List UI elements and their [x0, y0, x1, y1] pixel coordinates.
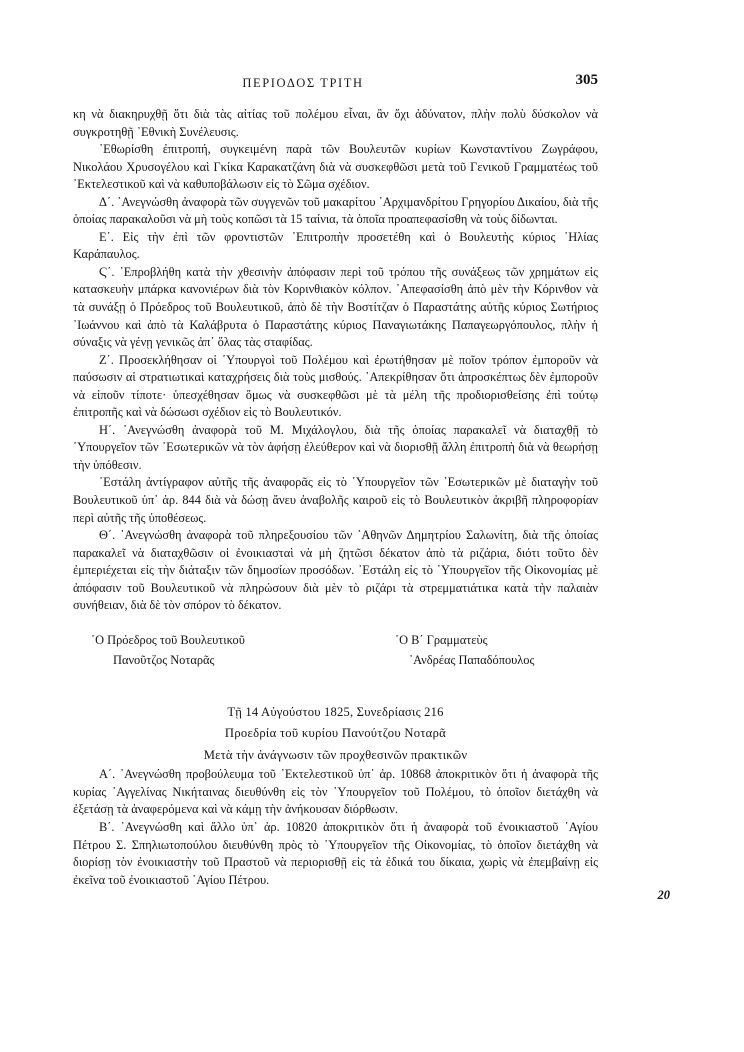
item-beta: Β΄. ᾿Ανεγνώσθη καὶ ἄλλο ὑπ᾿ ἀρ. 10820 ἀποκριτικὸν ὅτι ἡ ἀναφορὰ τοῦ ἐνοικιαστοῦ ῾Αγίου Πέτρου Σ. Σπηλιωτοπούλου διευθύνθη πρὸς τὸ ῾Υπουργεῖον τῆς Οἰκονομίας, τὸ ὁποῖον διετάχθη νὰ διορίσῃ τὸν ἐνοικιαστὴν τοῦ Πραστοῦ νὰ περιορισθῇ εἰς τὰ ἐδικά του δίκαια, χωρὶς νὰ ἐπεμβαίνῃ εἰς ἐκεῖνα τοῦ ἐνοικιαστοῦ ῾Αγίου Πέτρου. [73, 820, 598, 887]
signature-secretary-role: ῾Ο Β΄ Γραμματεὺς [395, 632, 488, 647]
item-alpha: Α΄. ᾿Ανεγνώσθη προβούλευμα τοῦ ᾿Εκτελεστικοῦ ὑπ᾿ ἀρ. 10868 ἀποκριτικὸν ὅτι ἡ ἀναφορὰ τῆς κυρίας ᾿Αγγελίνας Νικήταινας διευθύνθη εἰς τὸν ῾Υπουργεῖον τοῦ Πολέμου, τὸ ὁποῖον διετάχθη νὰ ἐξετάσῃ τὰ ἀναφερόμενα καὶ νὰ κάμῃ τὴν ἀνήκουσαν διόρθωσιν. [73, 767, 598, 817]
item-stigma: Ϛ΄. ᾿Επροβλήθη κατὰ τὴν χθεσινὴν ἀπόφασιν περὶ τοῦ τρόπου τῆς συνάξεως τῶν χρημάτων εἰς κατασκευὴν μπάρκα κανονιέρων διὰ τὸν Κορινθιακὸν κόλπον. ᾿Απεφασίσθη ἀπὸ μὲν τὴν Κόρινθον νὰ τὰ συνάξῃ ὁ Πρόεδρος τοῦ Βουλευτικοῦ, ἀπὸ δὲ τὴν Βοστίτζαν ὁ Παραστάτης αὐτῆς κύριος Σωτήριος ᾿Ιωάννου καὶ ἀπὸ τὰ Καλάβρυτα ὁ Παραστάτης κύριος Παναγιωτάκης Παπαγεωργόπουλος, πλὴν ἡ σύναξις νὰ γένῃ γενικῶς ἀπ᾿ ὅλας τὰς σταφίδας. [73, 264, 598, 350]
session-agenda-line: Μετὰ τὴν ἀνάγνωσιν τῶν προχθεσινῶν πρακτικῶν [203, 747, 468, 762]
running-head [73, 72, 598, 96]
item-eta: Η΄. ᾿Ανεγνώσθη ἀναφορὰ τοῦ Μ. Μιχάλογλου, διὰ τῆς ὁποίας παρακαλεῖ νὰ διαταχθῇ τὸ ῾Υπουργεῖον τῶν ᾿Εσωτερικῶν νὰ τὸν ἀφήσῃ ἐλεύθερον καὶ νὰ διορισθῇ ἄλλη ἐπιτροπὴ διὰ νὰ θεωρήσῃ τὴν ὑπόθεσιν. [73, 422, 598, 472]
signature-president-role: ῾Ο Πρόεδρος τοῦ Βουλευτικοῦ [91, 632, 245, 647]
item-zeta: Ζ΄. Προσεκλήθησαν οἱ ῾Υπουργοὶ τοῦ Πολέμου καὶ ἐρωτήθησαν μὲ ποῖον τρόπον ἐμποροῦν νὰ παύσωσιν αἱ στρατιωτικαὶ καταχρήσεις διὰ τοὺς μισθούς. ᾿Απεκρίθησαν ὅτι ἀπροσκέπτως δὲν ἐμποροῦν νὰ εἰποῦν τίποτε· ὑπεσχέθησαν ὅμως νὰ συσκεφθῶσι μὲ τὰ μέλη τῆς προδιορισθείσης ἐπὶ τούτῳ ἐπιτροπῆς καὶ νὰ δώσωσι σχέδιον εἰς τὸ Βουλευτικόν. [73, 352, 598, 420]
signature-secretary [395, 630, 534, 670]
signature-secretary-name: ᾿Ανδρέας Παπαδόπουλος [409, 652, 535, 667]
paragraph-committee: ᾿Εθωρίσθη ἐπιτροπή, συγκειμένη παρὰ τῶν Βουλευτῶν κυρίων Κωνσταντίνου Ζωγράφου, Νικολάου Χρυσογέλου καὶ Γκίκα Καρακατζάνη διὰ νὰ συσκεφθῶσι μετὰ τοῦ Γενικοῦ Γραμματέως τοῦ ᾿Εκτελεστικοῦ καὶ νὰ καθυποβάλωσιν εἰς τὸ Σῶμα σχέδιον. [73, 142, 598, 192]
session-date-line: Τῇ 14 Αὐγούστου 1825, Συνεδρίασις 216 [227, 704, 444, 719]
item-eta-followup: ᾿Εστάλη ἀντίγραφον αὐτῆς τῆς ἀναφορᾶς εἰς τὸ ῾Υπουργεῖον τῶν ᾿Εσωτερικῶν μὲ διαταγὴν τοῦ Βουλευτικοῦ ὑπ᾿ ἀρ. 844 διὰ νὰ δώσῃ ἄνευ ἀναβολῆς καιροῦ εἰς τὸ Βουλευτικὸν ἀκριβῆ πληροφορίαν περὶ αὐτῆς τῆς ὑποθέσεως. [73, 475, 598, 525]
page-number: 305 [575, 72, 598, 88]
item-delta: Δ΄. ᾿Ανεγνώσθη ἀναφορὰ τῶν συγγενῶν τοῦ μακαρίτου ᾿Αρχιμανδρίτου Γρηγορίου Δικαίου, διὰ τῆς ὁποίας παρακαλοῦσι νὰ μὴ τοὺς κοπῶσι τὰ 15 ταίνια, τὰ ὁποῖα προαπεφασίσθη νὰ τοὺς δίδωνται. [73, 194, 598, 227]
running-head-title: ΠΕΡΙΟΔΟΣ ΤΡΙΤΗ [242, 76, 364, 90]
signature-president [91, 630, 245, 670]
signature-president-name: Πανοῦτζος Νοταρᾶς [113, 652, 215, 667]
item-epsilon: Ε΄. Εἰς τὴν ἐπὶ τῶν φροντιστῶν ᾿Επιτροπὴν προσετέθη καὶ ὁ Βουλευτὴς κύριος ῾Ηλίας Καράπαυλος. [73, 229, 598, 262]
text-column [73, 106, 598, 889]
signature-mark: 20 [657, 888, 670, 902]
session-heading [73, 702, 598, 767]
item-theta: Θ΄. ᾿Ανεγνώσθη ἀναφορὰ τοῦ πληρεξουσίου τῶν ᾿Αθηνῶν Δημητρίου Σαλωνίτη, διὰ τῆς ὁποίας παρακαλεῖ νὰ διαταχθῶσιν οἱ ἐνοικιασταὶ νὰ μὴ ζητῶσι δέκατον ἀπὸ τὰ ριζάρια, διότι τοῦτο δὲν ἐμπεριέχεται εἰς τὴν διάταξιν τῶν δημοσίων προσόδων. ᾿Εστάλη εἰς τὸ ῾Υπουργεῖον τῆς Οἰκονομίας μὲ ἀπόφασιν τοῦ Βουλευτικοῦ νὰ πληρώσουν διὰ μὲν τὸ ριζάρι τὰ στρεμματιάτικα κατὰ τὴν παλαιὰν συνήθειαν, διὰ δὲ τὸν σπόρον τὸ δέκατον. [73, 528, 598, 613]
signature-block [73, 630, 598, 674]
paragraph-carryover: κη νὰ διακηρυχθῇ ὅτι διὰ τὰς αἰτίας τοῦ πολέμου εἶναι, ἂν ὄχι ἀδύνατον, πλὴν πολὺ δύσκολον νὰ συγκροτηθῇ ᾿Εθνικὴ Συνέλευσις. [73, 107, 598, 139]
session-presidency-line: Προεδρία τοῦ κυρίου Πανούτζου Νοταρᾶ [224, 726, 447, 741]
